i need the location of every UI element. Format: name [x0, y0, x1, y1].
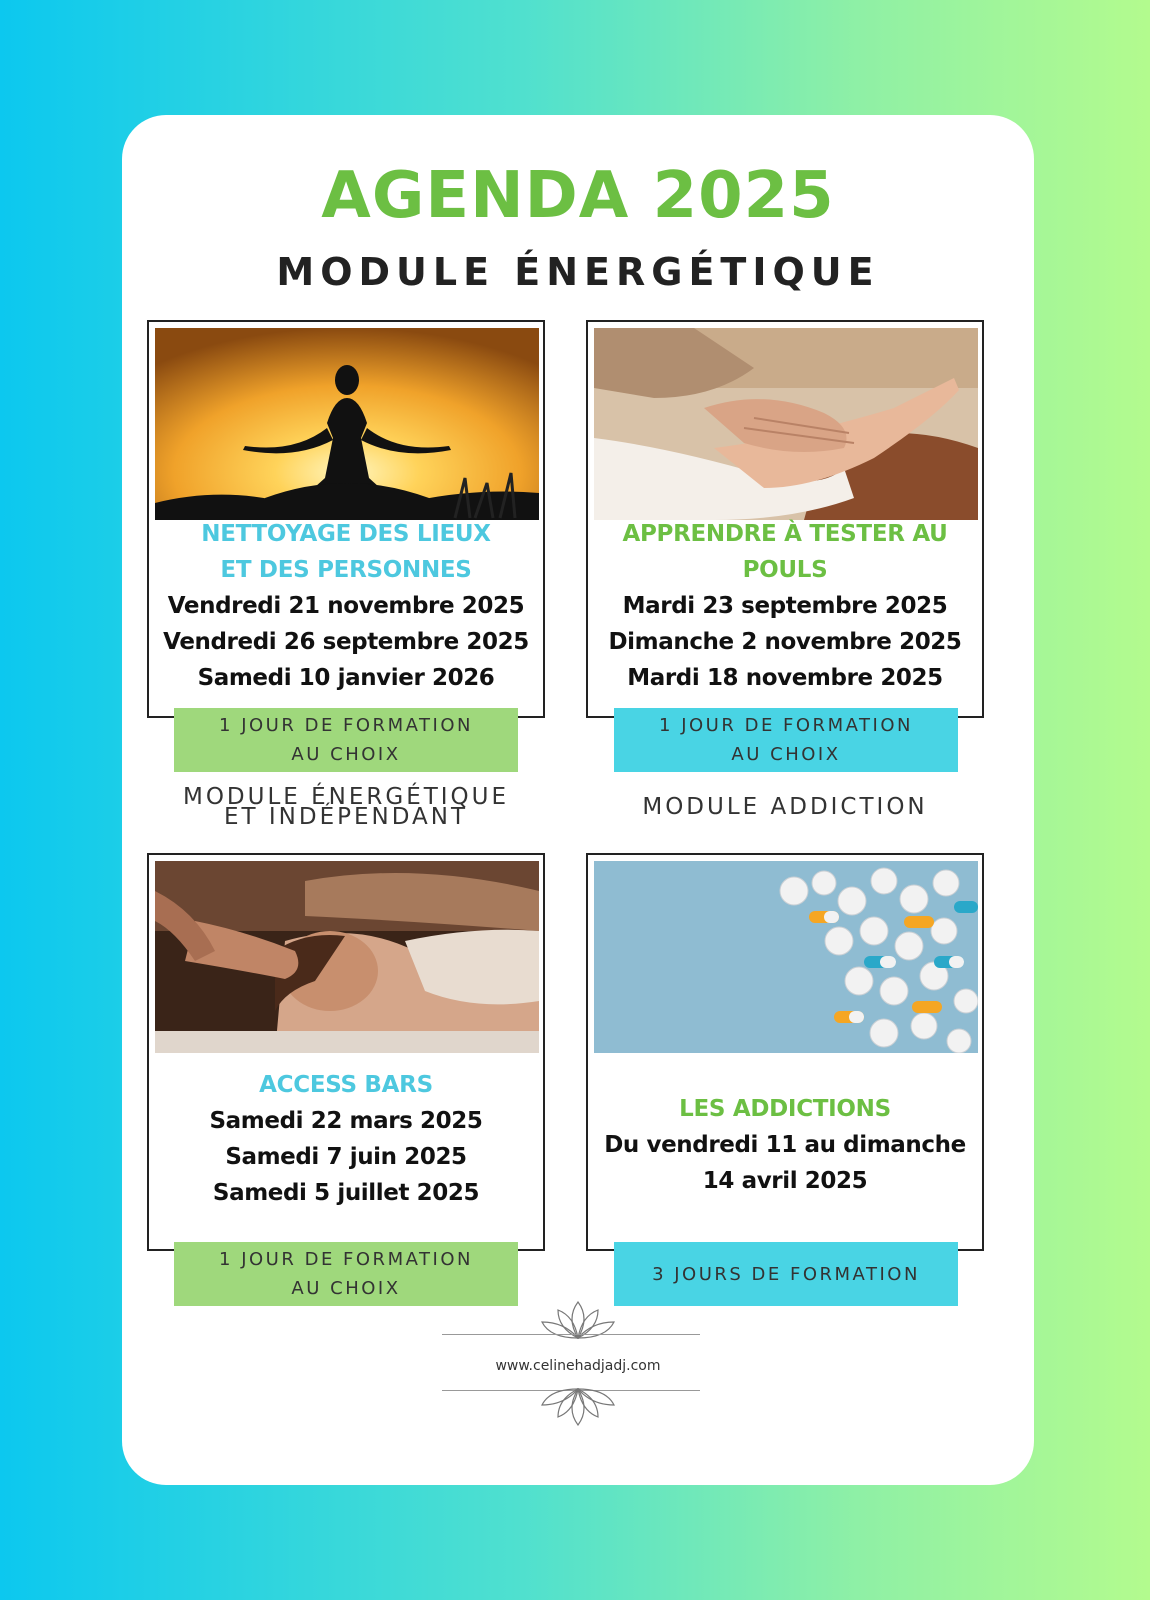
- badge-line: AU CHOIX: [291, 744, 401, 765]
- date-line: Vendredi 21 novembre 2025: [167, 593, 525, 619]
- divider-line: [442, 1334, 700, 1335]
- badge-line: 1 JOUR DE FORMATION: [219, 1249, 473, 1270]
- badge-line: 3 JOURS DE FORMATION: [652, 1263, 920, 1285]
- badge-line: 1 JOUR DE FORMATION: [659, 715, 913, 736]
- card-pouls: [586, 320, 984, 718]
- date-line: Vendredi 26 septembre 2025: [163, 629, 529, 655]
- card-title-line: ACCESS BARS: [259, 1072, 433, 1098]
- date-line: Samedi 5 juillet 2025: [212, 1180, 480, 1206]
- card-title-line: LES ADDICTIONS: [679, 1096, 891, 1122]
- badge-line: AU CHOIX: [291, 1278, 401, 1299]
- page-subtitle: MODULE ÉNERGÉTIQUE: [276, 250, 880, 294]
- date-line: Samedi 10 janvier 2026: [197, 665, 495, 691]
- pulse-image: [594, 328, 978, 520]
- card-content: [588, 516, 982, 696]
- meditation-image: [155, 328, 539, 520]
- section-title-energetique-independant: [146, 784, 546, 830]
- date-line: Du vendredi 11 au dimanche: [604, 1132, 966, 1158]
- lotus-icon: [536, 1298, 620, 1342]
- page-title: AGENDA 2025: [321, 159, 835, 233]
- massage-image: [155, 861, 539, 1053]
- formation-badge: [614, 708, 958, 772]
- formation-badge: [614, 1242, 958, 1306]
- card-content: [588, 1091, 982, 1199]
- card-nettoyage: [147, 320, 545, 718]
- card-access-bars: [147, 853, 545, 1251]
- card-title-line: POULS: [742, 557, 828, 583]
- date-line: 14 avril 2025: [702, 1168, 868, 1194]
- card-content: [149, 516, 543, 696]
- card-title-line: ET DES PERSONNES: [220, 557, 472, 583]
- date-line: Mardi 23 septembre 2025: [622, 593, 948, 619]
- section-title-line: ET INDÉPENDANT: [223, 804, 469, 830]
- card-content: [149, 1067, 543, 1211]
- agenda-card: [122, 115, 1034, 1485]
- date-line: Samedi 7 juin 2025: [225, 1144, 467, 1170]
- section-title-line: MODULE ÉNERGÉTIQUE: [182, 784, 510, 810]
- website-link[interactable]: www.celinehadjadj.com: [495, 1358, 661, 1374]
- card-addictions: [586, 853, 984, 1251]
- badge-line: 1 JOUR DE FORMATION: [219, 715, 473, 736]
- pills-image: [594, 861, 978, 1053]
- formation-badge: [174, 708, 518, 772]
- lotus-icon: [536, 1385, 620, 1429]
- date-line: Samedi 22 mars 2025: [209, 1108, 483, 1134]
- section-title-addiction: MODULE ADDICTION: [642, 794, 928, 820]
- badge-line: AU CHOIX: [731, 744, 841, 765]
- date-line: Dimanche 2 novembre 2025: [608, 629, 962, 655]
- formation-badge: [174, 1242, 518, 1306]
- date-line: Mardi 18 novembre 2025: [627, 665, 943, 691]
- card-title-line: NETTOYAGE DES LIEUX: [201, 521, 491, 547]
- card-title-line: APPRENDRE À TESTER AU: [622, 521, 948, 547]
